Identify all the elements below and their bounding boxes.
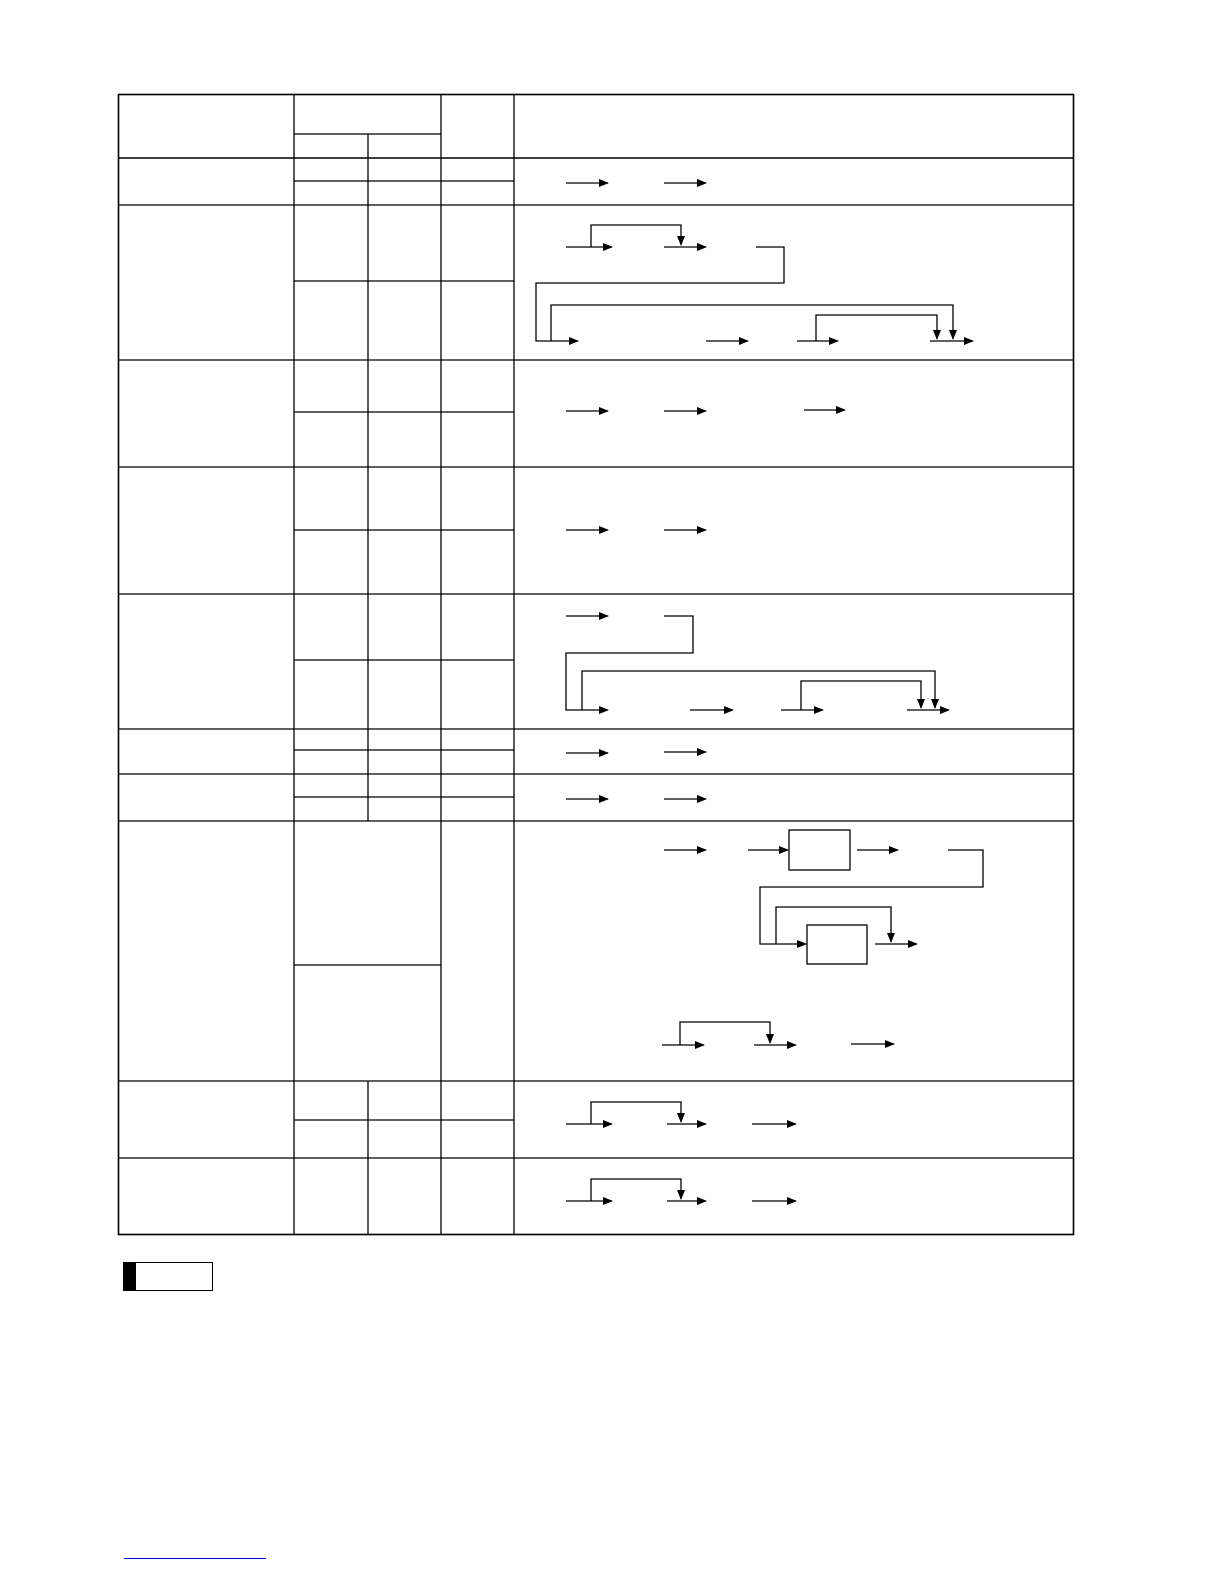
flow-row-10 xyxy=(566,1179,796,1201)
note-badge xyxy=(123,1262,213,1291)
process-box-lower xyxy=(807,925,867,964)
flow-row-8 xyxy=(662,830,983,1045)
flow-row-2 xyxy=(536,225,973,341)
footer-rule xyxy=(124,1558,266,1559)
flow-row-3 xyxy=(566,410,845,411)
process-box-upper xyxy=(789,830,850,870)
table-header xyxy=(118,94,1074,1234)
sub-row-lines xyxy=(294,181,514,1120)
note-badge-bar xyxy=(124,1263,136,1290)
flow-row-9 xyxy=(566,1102,796,1124)
flow-row-6 xyxy=(566,752,706,753)
row-separators xyxy=(118,205,1074,1158)
table-border xyxy=(119,95,1074,1235)
flow-row-5 xyxy=(566,616,949,710)
